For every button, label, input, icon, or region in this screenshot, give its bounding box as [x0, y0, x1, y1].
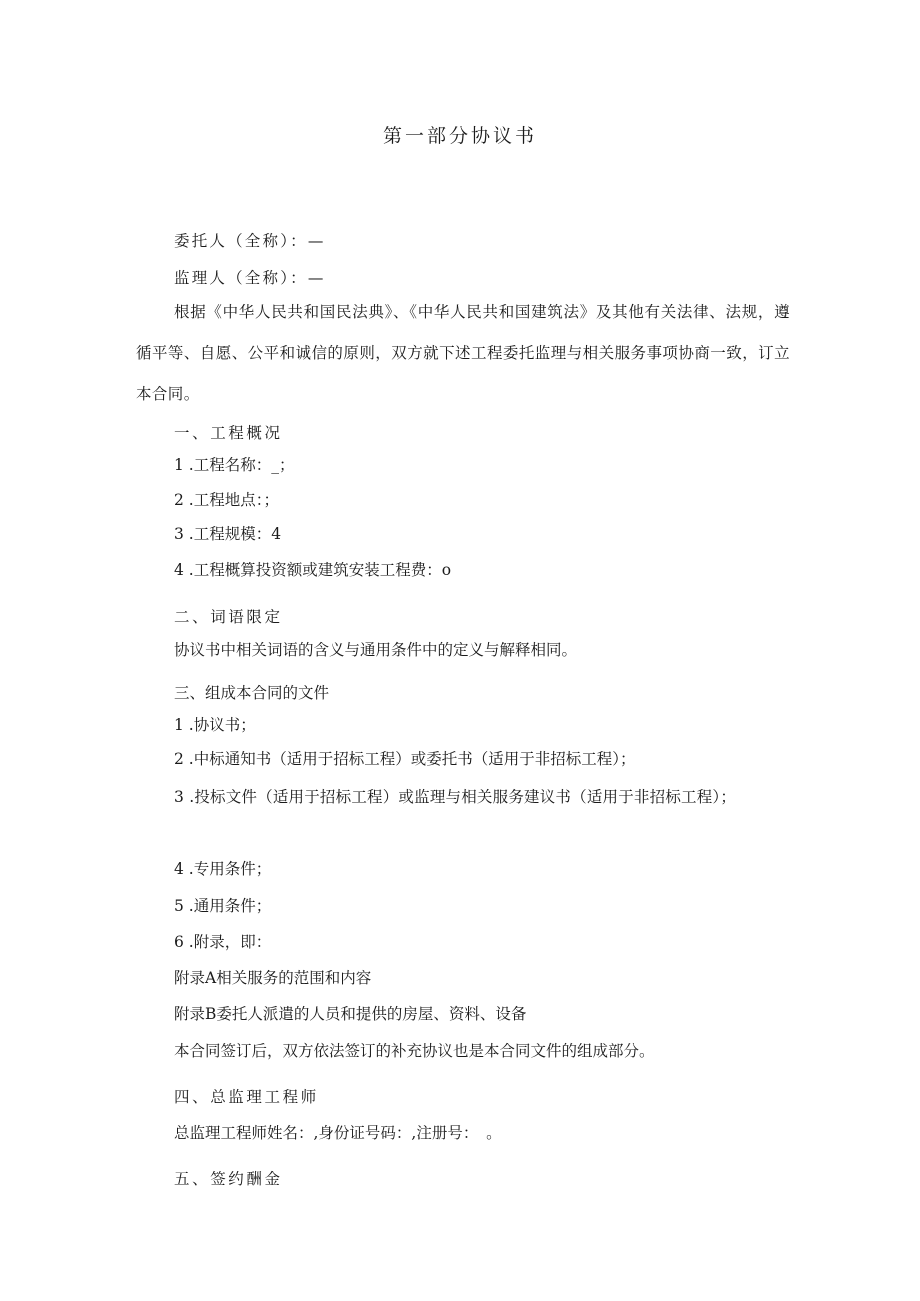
section3-item-5: 5 .通用条件； — [174, 897, 272, 915]
section2-text: 协议书中相关词语的含义与通用条件中的定义与解释相同。 — [174, 641, 578, 659]
section1-item-4: 4 .工程概算投资额或建筑安装工程费：o — [174, 561, 452, 579]
section3-item-1: 1 .协议书； — [174, 716, 256, 734]
section5-heading: 五、签约酬金 — [174, 1170, 283, 1188]
section3-item-6: 6 .附录，即： — [174, 933, 272, 951]
section1-heading: 一、工程概况 — [174, 424, 283, 442]
section3-note: 本合同签订后，双方依法签订的补充协议也是本合同文件的组成部分。 — [174, 1042, 655, 1060]
section3-heading: 三、组成本合同的文件 — [174, 684, 330, 702]
appendix-a: 附录A相关服务的范围和内容 — [174, 969, 372, 987]
section1-item-3: 3 .工程规模：4 — [174, 525, 282, 543]
section4-text: 总监理工程师姓名：,身份证号码：,注册号： 。 — [174, 1124, 502, 1142]
client-line: 委托人（全称）：— — [174, 232, 326, 250]
supervisor-line: 监理人（全称）：— — [174, 269, 326, 287]
section3-item-3: 3 .投标文件（适用于招标工程）或监理与相关服务建议书（适用于非招标工程）； — [174, 788, 737, 806]
document-title: 第一部分协议书 — [382, 125, 537, 147]
section3-item-2: 2 .中标通知书（适用于招标工程）或委托书（适用于非招标工程）； — [174, 750, 636, 768]
section4-heading: 四、总监理工程师 — [174, 1088, 319, 1106]
appendix-b: 附录B委托人派遣的人员和提供的房屋、资料、设备 — [174, 1005, 527, 1023]
intro-paragraph: 根据《中华人民共和国民法典》、《中华人民共和国建筑法》及其他有关法律、法规，遵循平等、自愿、公平和诚信的原则，双方就下述工程委托监理与相关服务事项协商一致，订立本合同。 — [136, 303, 790, 403]
section3-item-4: 4 .专用条件； — [174, 860, 272, 878]
section2-heading: 二、词语限定 — [174, 608, 283, 626]
section1-item-1: 1 .工程名称：_； — [174, 456, 295, 474]
section1-item-2: 2 .工程地点：； — [174, 491, 279, 509]
